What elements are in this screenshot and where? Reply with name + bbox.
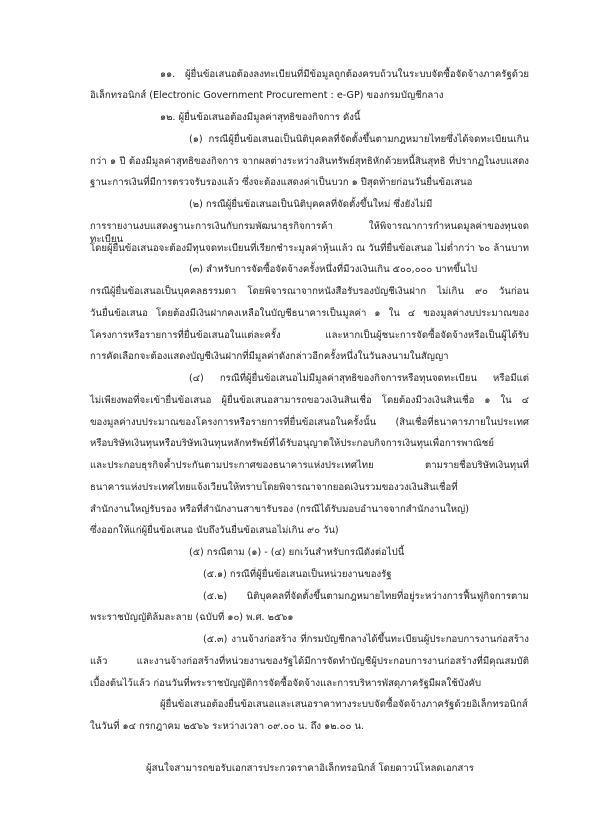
- clause-12-1-line-3: ฐานะการเงินที่มีการตรวจรับรองแล้ว ซึ่งจะต้องแสดงค่าเป็นบวก ๑ ปีสุดท้ายก่อนวันยื่นข้อเสนอ: [90, 177, 473, 188]
- clause-12-1-line-2: กว่า ๑ ปี ต้องมีมูลค่าสุทธิของกิจการ จากผลต่างระหว่างสินทรัพย์สุทธิหักด้วยหนี้สินสุทธิ ที่ปรากฏในงบแสดง: [90, 156, 529, 167]
- clause-12-3-line-3: วันยื่นข้อเสนอ โดยต้องมีเงินฝากคงเหลือในบัญชีธนาคารเป็นมูลค่า ๑ ใน ๔ ของมูลค่างบประมาณของ: [90, 308, 529, 319]
- clause-12-3-line-5: การคัดเลือกจะต้องแสดงบัญชีเงินฝากที่มีมูลค่าดังกล่าวอีกครั้งหนึ่งในวันลงนามในสัญญา: [90, 351, 449, 362]
- clause-12-heading: ๑๒. ผู้ยื่นข้อเสนอต้องมีมูลค่าสุทธิของกิจการ ดังนี้: [160, 112, 361, 123]
- clause-11-line-1: ๑๑. ผู้ยื่นข้อเสนอต้องลงทะเบียนที่มีข้อมูลถูกต้องครบถ้วนในระบบจัดซื้อจัดจ้างภาครัฐด้วย: [160, 69, 529, 80]
- clause-12-1-line-1: (๑) กรณีผู้ยื่นข้อเสนอเป็นนิติบุคคลที่จัดตั้งขึ้นตามกฎหมายไทยซึ่งได้จดทะเบียนเกิน: [189, 134, 529, 145]
- clause-12-2-line-2: การรายงานงบแสดงฐานะการเงินกับกรมพัฒนาธุรกิจการค้า ให้พิจารณาการกำหนดมูลค่าของทุนจดทะเบียน: [90, 221, 529, 245]
- clause-11-line-2: อิเล็กทรอนิกส์ (Electronic Government Procurement : e-GP) ของกรมบัญชีกลาง: [90, 90, 444, 101]
- clause-12-5-1: (๕.๑) กรณีที่ผู้ยื่นข้อเสนอเป็นหน่วยงานของรัฐ: [203, 569, 392, 580]
- clause-12-4-line-1: (๔) กรณีที่ผู้ยื่นข้อเสนอไม่มีมูลค่าสุทธิของกิจการหรือทุนจดทะเบียน หรือมีแต่: [189, 373, 529, 384]
- submission-line-2: ในวันที่ ๑๔ กรกฎาคม ๒๕๖๖ ระหว่างเวลา ๐๙.๐๐ น. ถึง ๑๒.๐๐ น.: [90, 721, 364, 732]
- submission-line-1: ผู้ยื่นข้อเสนอต้องยื่นข้อเสนอและเสนอราคาทางระบบจัดซื้อจัดจ้างภาครัฐด้วยอิเล็กทรอนิกส์: [160, 699, 528, 710]
- clause-12-5-2-line-2: พระราชบัญญัติล้มละลาย (ฉบับที่ ๑๐) พ.ศ. ๒๕๖๑: [90, 612, 294, 623]
- clause-12-4-line-5: และประกอบธุรกิจค้ำประกันตามประกาศของธนาคารแห่งประเทศไทย ตามรายชื่อบริษัทเงินทุนที่: [90, 460, 529, 471]
- clause-12-3-line-4: โครงการหรือรายการที่ยื่นข้อเสนอในแต่ละครั้ง และหากเป็นผู้ชนะการจัดซื้อจัดจ้างหรือเป็นผู้ได้รับ: [90, 330, 529, 341]
- clause-12-4-line-6: ธนาคารแห่งประเทศไทยแจ้งเวียนให้ทราบโดยพิจารณาจากยอดเงินรวมของวงเงินสินเชื่อที่: [90, 482, 458, 493]
- clause-12-4-line-2: ไม่เพียงพอที่จะเข้ายื่นข้อเสนอ ผู้ยื่นข้อเสนอสามารถขอวงเงินสินเชื่อ โดยต้องมีวงเงินสินเชื่อ ๑ ใน ๔: [90, 395, 529, 406]
- interested-parties-line: ผู้สนใจสามารถขอรับเอกสารประกวดราคาอิเล็กทรอนิกส์ โดยดาวน์โหลดเอกสาร: [146, 763, 474, 774]
- clause-12-4-line-3: ของมูลค่างบประมาณของโครงการหรือรายการที่ยื่นข้อเสนอในครั้งนั้น (สินเชื่อที่ธนาคารภายในประเทศ: [90, 417, 529, 428]
- clause-12-5-3-line-1: (๕.๓) งานจ้างก่อสร้าง ที่กรมบัญชีกลางได้ขึ้นทะเบียนผู้ประกอบการงานก่อสร้าง: [203, 634, 529, 645]
- clause-12-5-3-line-3: เบื้องต้นไว้แล้ว ก่อนวันที่พระราชบัญญัติการจัดซื้อจัดจ้างและการบริหารพัสดุภาครัฐมีผลใช้บังคับ: [90, 678, 482, 689]
- clause-12-2-line-1: (๒) กรณีผู้ยื่นข้อเสนอเป็นนิติบุคคลที่จัดตั้งขึ้นใหม่ ซึ่งยังไม่มี: [189, 199, 433, 210]
- clause-12-4-line-8: ซึ่งออกให้แก่ผู้ยื่นข้อเสนอ นับถึงวันยื่นข้อเสนอไม่เกิน ๙๐ วัน): [90, 525, 339, 536]
- clause-12-3-line-1: (๓) สำหรับการจัดซื้อจัดจ้างครั้งหนึ่งที่มีวงเงินเกิน ๕๐๐,๐๐๐ บาทขึ้นไป: [189, 264, 478, 275]
- clause-12-2-line-3: โดยผู้ยื่นข้อเสนอจะต้องมีทุนจดทะเบียนที่เรียกชำระมูลค่าหุ้นแล้ว ณ วันที่ยื่นข้อเสนอ ไม่ต่ำกว่า ๖๐ ล้านบาท: [90, 243, 529, 254]
- clause-12-3-line-2: กรณีผู้ยื่นข้อเสนอเป็นบุคคลธรรมดา โดยพิจารณาจากหนังสือรับรองบัญชีเงินฝาก ไม่เกิน ๙๐ วันก่อน: [90, 286, 529, 297]
- clause-12-5-heading: (๕) กรณีตาม (๑) - (๔) ยกเว้นสำหรับกรณีดังต่อไปนี้: [189, 547, 405, 558]
- clause-12-4-line-7: สำนักงานใหญ่รับรอง หรือที่สำนักงานสาขารับรอง (กรณีได้รับมอบอำนาจจากสำนักงานใหญ่): [90, 504, 469, 515]
- clause-12-5-3-line-2: แล้ว และงานจ้างก่อสร้างที่หน่วยงานของรัฐได้มีการจัดทำบัญชีผู้ประกอบการงานก่อสร้างที่มีคุณสมบัติ: [90, 656, 529, 667]
- clause-12-5-2-line-1: (๕.๒) นิติบุคคลที่จัดตั้งขึ้นตามกฎหมายไทยที่อยู่ระหว่างการฟื้นฟูกิจการตาม: [203, 591, 529, 602]
- clause-12-4-line-4: หรือบริษัทเงินทุนหรือบริษัทเงินทุนหลักทรัพย์ที่ได้รับอนุญาตให้ประกอบกิจการเงินทุนเพื่อการพาณิชย์: [90, 438, 494, 449]
